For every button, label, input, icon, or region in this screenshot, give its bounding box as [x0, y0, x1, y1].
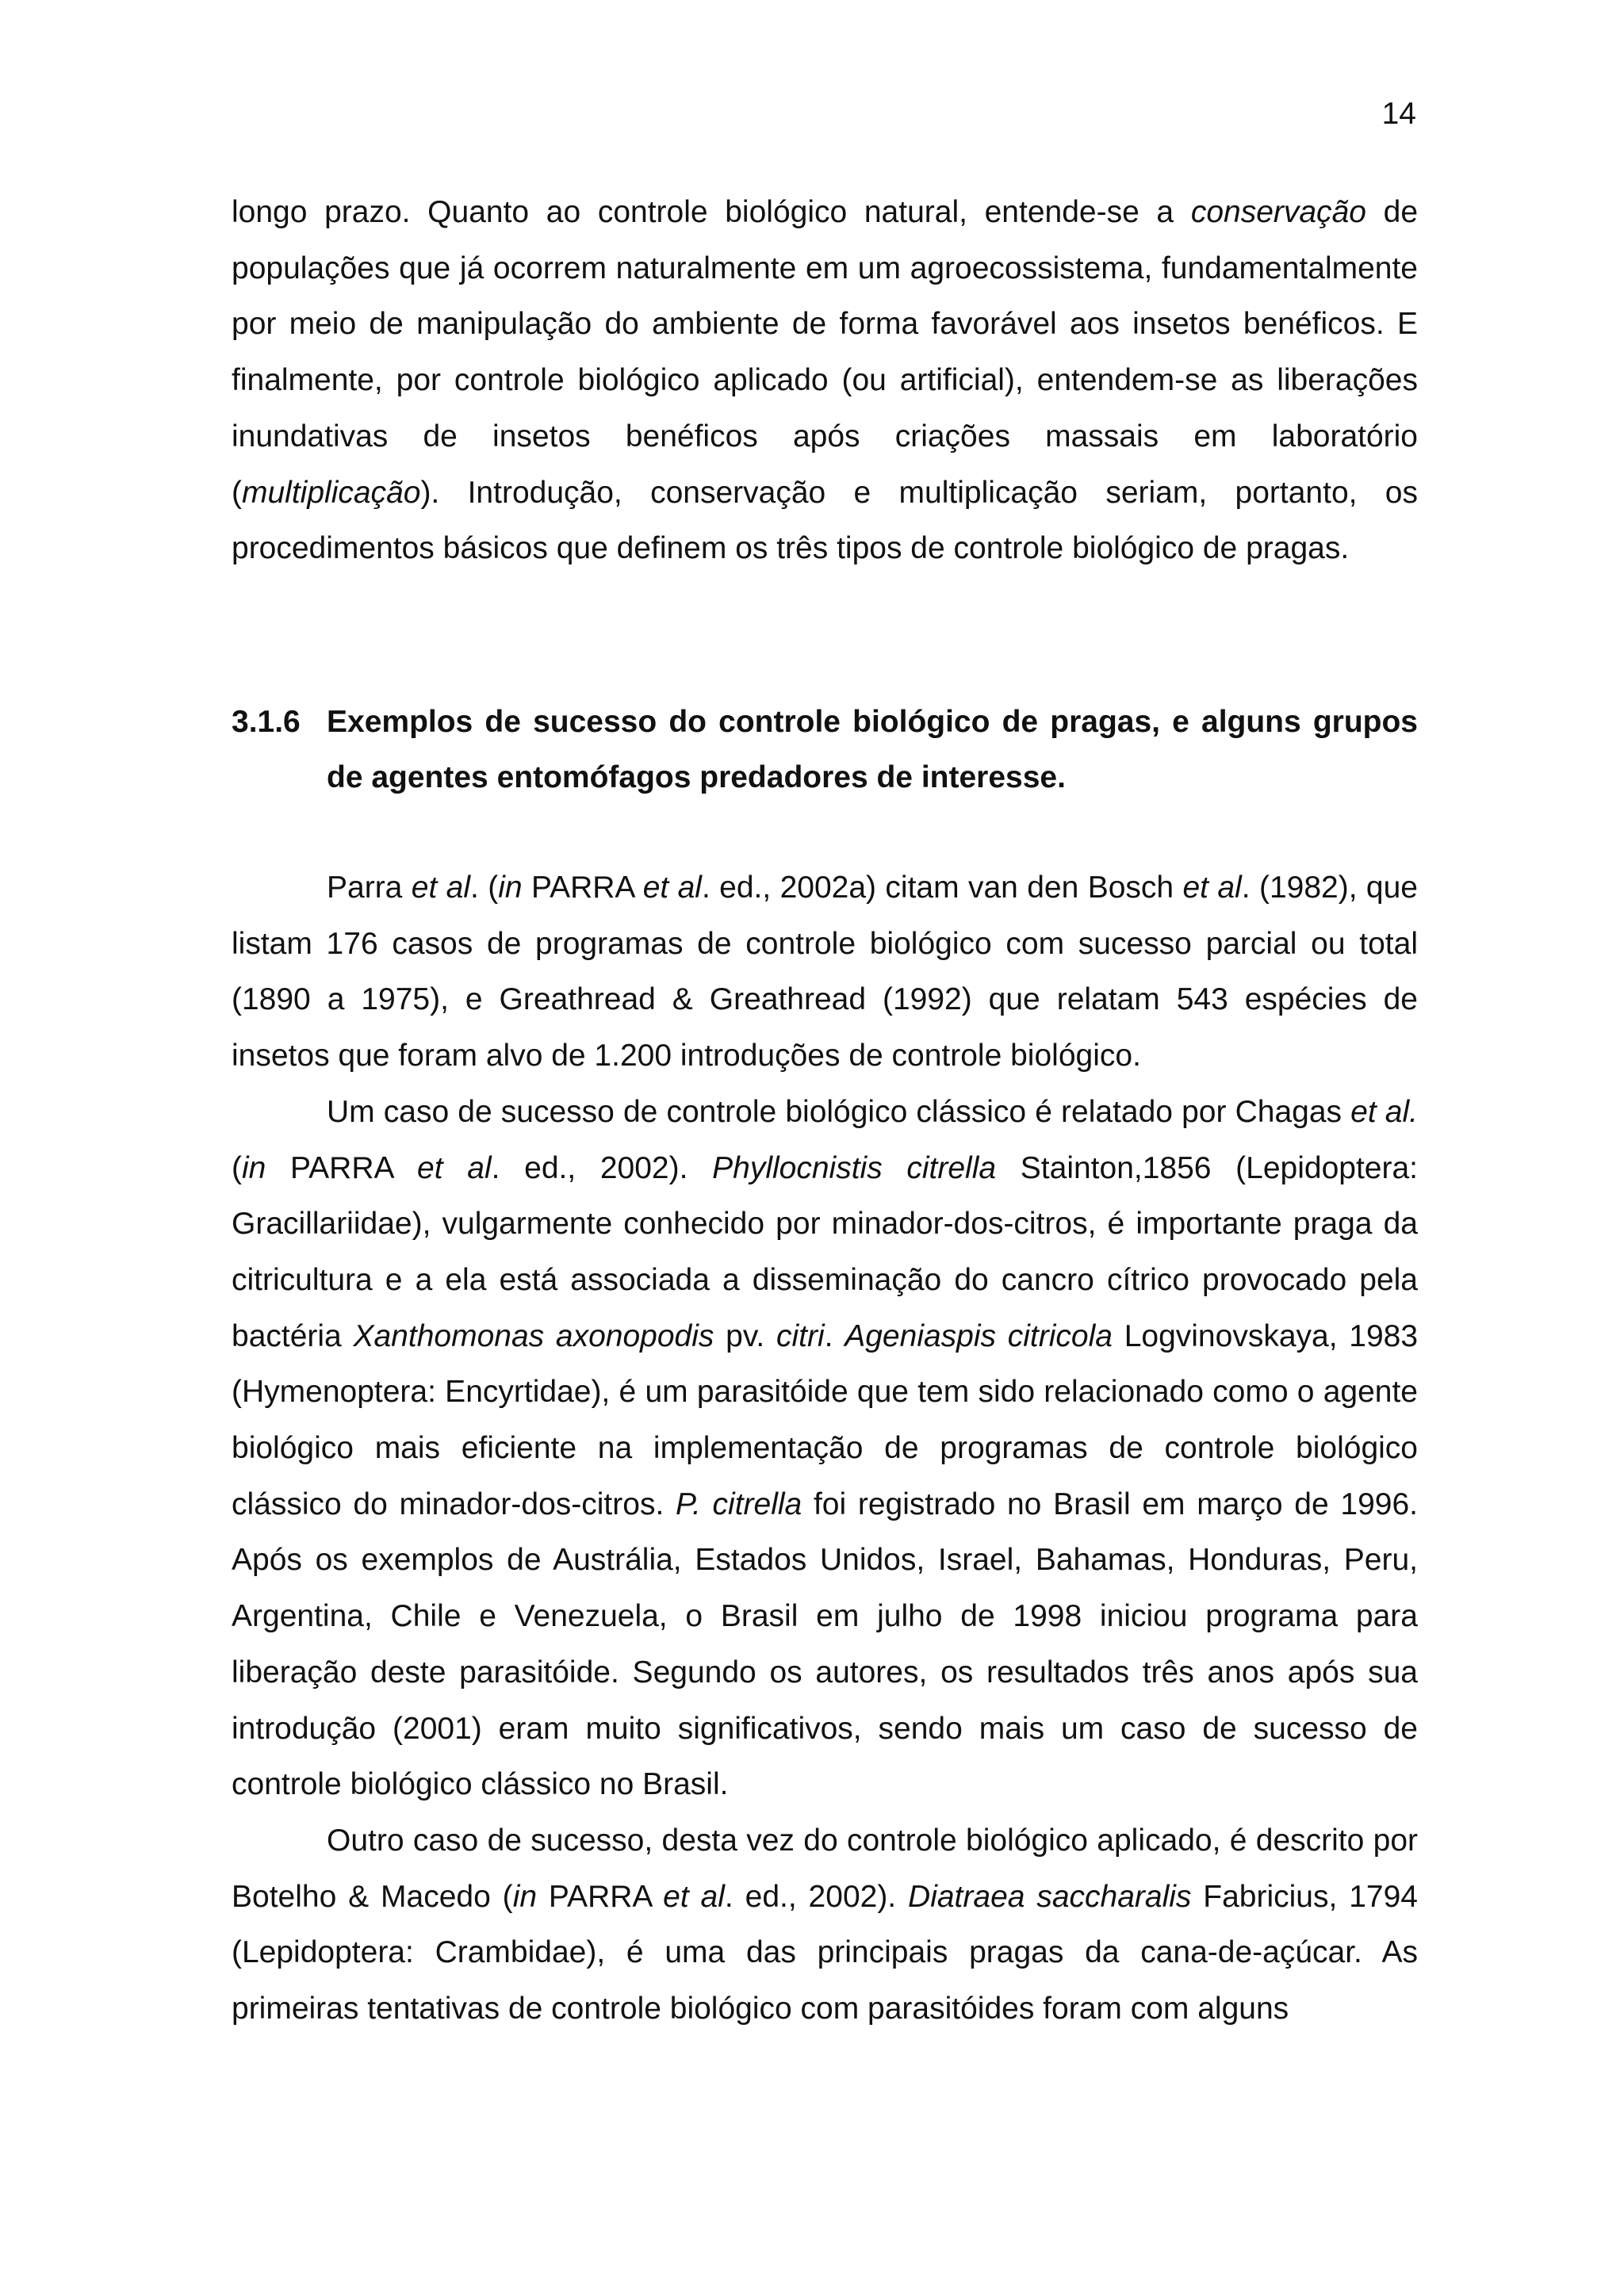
paragraph-3-italic: citri — [776, 1318, 825, 1353]
paragraph-3-species-name: Phyllocnistis citrella — [712, 1150, 997, 1185]
paragraph-3-text: pv. — [714, 1318, 776, 1353]
paragraph-3-species-name: P. citrella — [676, 1487, 802, 1521]
paragraph-2-italic: et al — [642, 871, 702, 905]
paragraph-3-species-name: Xanthomonas axonopodis — [353, 1318, 714, 1353]
paragraph-3-text: . ed., 2002). — [491, 1150, 713, 1185]
paragraph-2-text: Parra — [327, 871, 412, 905]
section-title: Exemplos de sucesso do controle biológico de pragas, e alguns grupos de agentes entomófagos predadores de interesse. — [327, 705, 1418, 794]
body-text-main — [232, 860, 1418, 2038]
paragraph-2-italic: et al — [411, 871, 471, 905]
paragraph-3-italic: in — [242, 1150, 266, 1185]
paragraph-2 — [232, 860, 1418, 1085]
paragraph-3-italic: et al — [417, 1150, 492, 1185]
paragraph-3 — [232, 1085, 1418, 1813]
paragraph-1-text-1: longo prazo. Quanto ao controle biológico natural, entende-se a — [232, 195, 1191, 229]
paragraph-3-text: foi registrado no Brasil em março de 1996. Após os exemplos de Austrália, Estados Unidos, Israel, Bahamas, Honduras, Peru, Argentina, Chile e Venezuela, o Brasil em julho de 1998 iniciou programa para liberação deste parasitóide. Segundo os autores, os resultados três anos após sua introdução (2001) eram muito significativos, sendo mais um caso de sucesso de controle biológico clássico no Brasil. — [232, 1487, 1418, 1802]
paragraph-2-text: . ( — [470, 871, 499, 905]
paragraph-3-text: . — [824, 1318, 845, 1353]
paragraph-4 — [232, 1813, 1418, 2038]
paragraph-4-text: Outro caso de sucesso, desta vez do controle biológico aplicado, é descrito por Botelho & Macedo ( — [232, 1823, 1418, 1914]
paragraph-4-italic: et al — [663, 1879, 725, 1914]
paragraph-4-italic: in — [512, 1879, 538, 1914]
paragraph-2-text: PARRA — [522, 871, 643, 905]
paragraph-2-text: . (1982), que listam 176 casos de programas de controle biológico com sucesso parcial ou total (1890 a 1975), e Greathread & Greathread (1992) que relatam 543 espécies de insetos que foram alvo de 1.200 introduções de controle biológico. — [232, 871, 1418, 1073]
paragraph-3-species-name: Ageniaspis citricola — [845, 1318, 1113, 1353]
paragraph-4-text: Fabricius, 1794 (Lepidoptera: Crambidae), é uma das principais pragas da cana-de-açúcar. As primeiras tentativas de controle biológico com parasitóides foram com alguns — [232, 1879, 1418, 2026]
paragraph-3-text: Logvinovskaya, 1983 (Hymenoptera: Encyrtidae), é um parasitóide que tem sido relacionado como o agente biológico mais eficiente na implementação de programas de controle biológico clássico do minador-dos-citros. — [232, 1318, 1419, 1521]
paragraph-2-italic: et al — [1182, 871, 1242, 905]
paragraph-1-emphasis-conservacao: conservação — [1190, 195, 1366, 229]
page-number: 14 — [1381, 97, 1416, 131]
paragraph-1-text-2: de populações que já ocorrem naturalmente em um agroecossistema, fundamentalmente por meio de manipulação do ambiente de forma favorável aos insetos benéficos. E finalmente, por controle biológico aplicado (ou artificial), entendem-se as liberações inundativas de insetos benéficos após criações massais em laboratório ( — [232, 195, 1419, 510]
paragraph-4-species-name: Diatraea saccharalis — [908, 1879, 1192, 1914]
paragraph-2-text: . ed., 2002a) citam van den Bosch — [701, 871, 1183, 905]
paragraph-1 — [232, 185, 1418, 577]
paragraph-3-text: PARRA — [266, 1150, 418, 1185]
paragraph-3-text: ( — [232, 1150, 242, 1185]
paragraph-1-text-3: ). Introdução, conservação e multiplicação seriam, portanto, os procedimentos básicos que definem os três tipos de controle biológico de pragas. — [232, 475, 1418, 566]
section-heading — [232, 695, 1418, 806]
section-number: 3.1.6 — [232, 705, 301, 739]
paragraph-3-italic: et al. — [1350, 1094, 1418, 1129]
paragraph-3-text: Um caso de sucesso de controle biológico clássico é relatado por Chagas — [327, 1094, 1351, 1129]
paragraph-3-text: Stainton,1856 (Lepidoptera: Gracillariidae), vulgarmente conhecido por minador-dos-citros, é importante praga da citricultura e a ela está associada a disseminação do cancro cítrico provocado pela bactéria — [232, 1150, 1418, 1353]
paragraph-4-text: . ed., 2002). — [724, 1879, 909, 1914]
paragraph-1-emphasis-multiplicacao: multiplicação — [242, 475, 421, 510]
paragraph-2-italic: in — [498, 871, 523, 905]
body-text-top — [232, 185, 1418, 577]
paragraph-4-text: PARRA — [537, 1879, 664, 1914]
